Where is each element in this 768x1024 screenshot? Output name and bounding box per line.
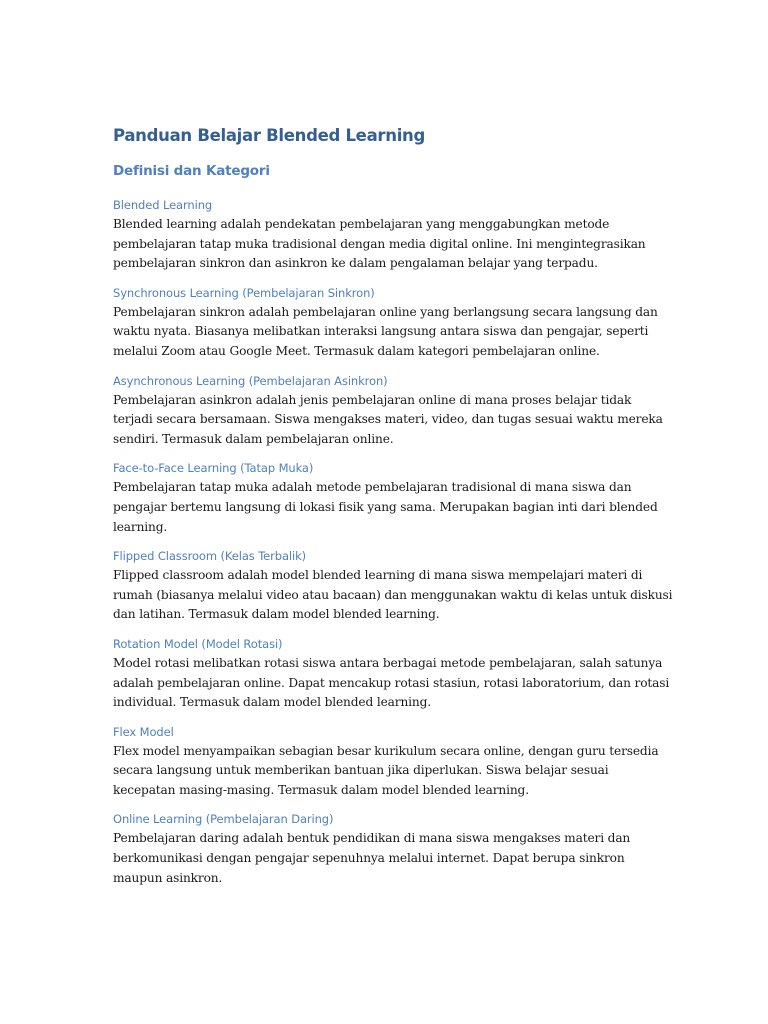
section-face-to-face-learning (113, 459, 673, 537)
section-blended-learning (113, 196, 673, 274)
section-body: Pembelajaran tatap muka adalah metode pembelajaran tradisional di mana siswa dan pengajar bertemu langsung di lokasi fisik yang sama. Merupakan bagian inti dari blended learning. (113, 480, 658, 534)
section-heading: Asynchronous Learning (Pembelajaran Asinkron) (113, 373, 388, 388)
section-heading: Flipped Classroom (Kelas Terbalik) (113, 549, 307, 564)
section-heading: Flex Model (113, 724, 174, 739)
section-heading: Face-to-Face Learning (Tatap Muka) (113, 461, 314, 476)
section-rotation-model (113, 635, 673, 713)
section-heading: Blended Learning (113, 198, 213, 212)
section-heading: Online Learning (Pembelajaran Daring) (113, 812, 334, 827)
section-body: Blended learning adalah pendekatan pembelajaran yang menggabungkan metode pembelajaran tatap muka tradisional dengan media digital online. Ini mengintegrasikan pembelajaran sinkron dan asinkron ke dalam pengalaman belajar yang terpadu. (113, 217, 646, 271)
section-flex-model (113, 723, 673, 801)
document-page (113, 124, 673, 898)
section-body: Flipped classroom adalah model blended learning di mana siswa mempelajari materi di rumah (biasanya melalui video atau bacaan) dan menggunakan waktu di kelas untuk diskusi dan latihan. Termasuk dalam model blended learning. (113, 568, 673, 622)
sections-list (113, 196, 673, 888)
section-body: Pembelajaran asinkron adalah jenis pembelajaran online di mana proses belajar tidak terjadi secara bersamaan. Siswa mengakses materi, video, dan tugas sesuai waktu mereka sendiri. Termasuk dalam pembelajaran online. (113, 392, 663, 446)
section-body: Model rotasi melibatkan rotasi siswa antara berbagai metode pembelajaran, salah satunya adalah pembelajaran online. Dapat mencakup rotasi stasiun, rotasi laboratorium, dan rotasi individual. Termasuk dalam model blended learning. (113, 655, 670, 710)
section-body: Pembelajaran sinkron adalah pembelajaran online yang berlangsung secara langsung dan waktu nyata. Biasanya melibatkan interaksi langsung antara siswa dan pengajar, seperti melalui Zoom atau Google Meet. Termasuk dalam kategori pembelajaran online. (113, 304, 658, 358)
section-synchronous-learning (113, 284, 673, 362)
section-body: Flex model menyampaikan sebagian besar kurikulum secara online, dengan guru tersedia secara langsung untuk memberikan bantuan jika diperlukan. Siswa belajar sesuai kecepatan masing-masing. Termasuk dalam model blended learning. (113, 743, 659, 797)
section-heading: Synchronous Learning (Pembelajaran Sinkron) (113, 285, 375, 300)
section-flipped-classroom (113, 547, 673, 625)
document-subtitle: Definisi dan Kategori (113, 163, 270, 179)
section-heading: Rotation Model (Model Rotasi) (113, 636, 283, 651)
section-asynchronous-learning (113, 372, 673, 450)
section-online-learning (113, 810, 673, 888)
document-title: Panduan Belajar Blended Learning (113, 126, 426, 145)
section-body: Pembelajaran daring adalah bentuk pendidikan di mana siswa mengakses materi dan berkomunikasi dengan pengajar sepenuhnya melalui internet. Dapat berupa sinkron maupun asinkron. (113, 831, 631, 885)
